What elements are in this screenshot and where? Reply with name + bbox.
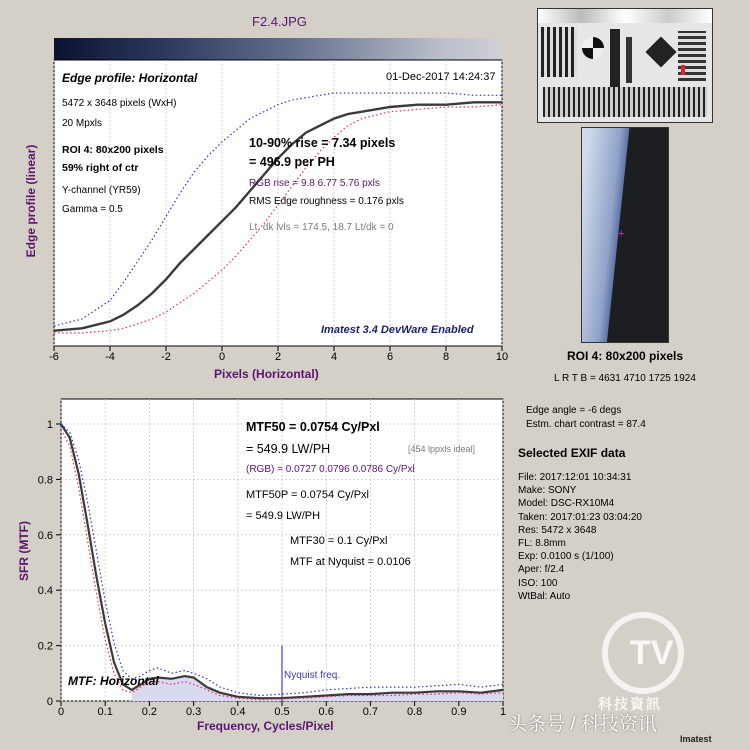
imatest-logo: Imatest bbox=[680, 734, 712, 744]
exif-line: WtBal: Auto bbox=[518, 590, 571, 602]
exif-line: Res: 5472 x 3648 bbox=[518, 524, 597, 536]
edge-x-ticks bbox=[49, 346, 508, 363]
exif-line: Make: SONY bbox=[518, 485, 577, 497]
imatest-banner: Imatest 3.4 DevWare Enabled bbox=[321, 324, 474, 336]
footer-watermark: 头条号 / 科技资讯 bbox=[508, 714, 657, 735]
exif-line: ISO: 100 bbox=[518, 577, 558, 589]
exif-line: Model: DSC-RX10M4 bbox=[518, 498, 615, 510]
edge-title: Edge profile: Horizontal bbox=[62, 71, 198, 85]
mtf-ylabel: SFR (MTF) bbox=[17, 521, 31, 581]
edge-date: 01-Dec-2017 14:24:37 bbox=[386, 71, 496, 83]
chart-thumbnail bbox=[537, 8, 713, 123]
exif-header: Selected EXIF data bbox=[518, 446, 626, 460]
edge-gamma: Gamma = 0.5 bbox=[62, 204, 123, 215]
exif-line: FL: 8.8mm bbox=[518, 538, 566, 550]
edge-x-tick-label: 8 bbox=[442, 351, 450, 363]
edge-rise-line1: 10-90% rise = 7.34 pixels bbox=[249, 136, 396, 150]
edge-xlabel: Pixels (Horizontal) bbox=[214, 367, 319, 381]
mtf50-line1: MTF50 = 0.0754 Cy/Pxl bbox=[246, 420, 380, 434]
mtf50p-line2: = 549.9 LW/PH bbox=[246, 510, 321, 522]
mtf-x-tick-label: 1 bbox=[499, 706, 507, 718]
exif-list bbox=[518, 471, 642, 603]
mtf-x-tick-label: 0.7 bbox=[362, 706, 379, 718]
mtf-x-tick-label: 0.1 bbox=[97, 706, 113, 718]
mtf-ideal: [454 lppxls ideal] bbox=[408, 444, 476, 454]
edge-x-tick-label: 10 bbox=[495, 351, 509, 363]
watermark-logo-text: 科技資訊 bbox=[598, 696, 662, 712]
mtf-x-tick-label: 0.5 bbox=[274, 706, 290, 718]
edge-x-tick-label: 4 bbox=[330, 351, 338, 363]
mtf-y-tick-label: 0.2 bbox=[37, 640, 53, 653]
mtf-x-tick-label: 0.4 bbox=[230, 706, 246, 718]
edge-x-tick-label: 0 bbox=[218, 351, 226, 363]
mtf-corner-label: MTF: Horizontal bbox=[68, 674, 159, 688]
edge-roi: ROI 4: 80x200 pixels bbox=[62, 144, 164, 156]
mtf-x-tick-label: 0.6 bbox=[318, 706, 334, 718]
file-title: F2.4.JPG bbox=[252, 14, 307, 29]
mtf-y-tick-label: 0.4 bbox=[37, 585, 53, 598]
exif-line: File: 2017:12:01 10:34:31 bbox=[518, 472, 632, 483]
edge-x-tick-label: -2 bbox=[161, 351, 171, 363]
mtf-y-tick-label: 1 bbox=[46, 419, 53, 431]
roi-caption: ROI 4: 80x200 pixels bbox=[567, 349, 684, 363]
mtf-x-tick-label: 0.3 bbox=[185, 706, 202, 718]
edge-x-tick-label: 2 bbox=[274, 351, 282, 363]
edge-levels: Lt, dk lvls = 174.5, 18.7 Lt/dk = 0 bbox=[249, 222, 394, 233]
mtf-nyquist-value: MTF at Nyquist = 0.0106 bbox=[290, 556, 411, 568]
edge-x-tick-label: -4 bbox=[105, 351, 115, 363]
roi-lrtb: L R T B = 4631 4710 1725 1924 bbox=[554, 373, 696, 384]
edge-roi-pos: 59% right of ctr bbox=[62, 162, 139, 174]
edge-x-tick-label: 6 bbox=[386, 351, 394, 363]
mtf50p-line1: MTF50P = 0.0754 Cy/Pxl bbox=[246, 489, 369, 501]
mtf50-line2: = 549.9 LW/PH bbox=[246, 442, 331, 456]
edge-mpxls: 20 Mpxls bbox=[62, 118, 103, 129]
mtf-x-tick-label: 0 bbox=[57, 706, 65, 718]
mtf-y-tick-label: 0 bbox=[46, 696, 53, 708]
nyquist-label: Nyquist freq. bbox=[284, 670, 341, 681]
edge-x-tick-label: -6 bbox=[49, 351, 59, 363]
mtf-xlabel: Frequency, Cycles/Pixel bbox=[197, 719, 334, 733]
mtf-x-tick-label: 0.9 bbox=[451, 706, 467, 718]
mtf-x-tick-label: 0.8 bbox=[406, 706, 423, 718]
roi-image: + bbox=[581, 127, 669, 343]
exif-line: Taken: 2017:01:23 03:04:20 bbox=[518, 511, 642, 523]
mtf-rgb: (RGB) = 0.0727 0.0796 0.0786 Cy/Pxl bbox=[246, 464, 415, 475]
edge-rgb-rise: RGB rise = 9.8 6.77 5.76 pxls bbox=[249, 178, 380, 189]
mtf-y-tick-label: 0.8 bbox=[37, 474, 53, 487]
edge-dims: 5472 x 3648 pixels (WxH) bbox=[62, 98, 177, 109]
mtf30: MTF30 = 0.1 Cy/Pxl bbox=[290, 535, 388, 547]
edge-rise-line2: = 496.9 per PH bbox=[249, 155, 335, 169]
watermark-logo-icon: TV bbox=[602, 612, 684, 694]
mtf-x-tick-label: 0.2 bbox=[141, 706, 158, 718]
edge-roughness: RMS Edge roughness = 0.176 pxls bbox=[249, 196, 404, 207]
exif-line: Aper: f/2.4 bbox=[518, 564, 565, 576]
edge-ylabel: Edge profile (linear) bbox=[24, 144, 38, 258]
edge-angle: Edge angle = -6 degs bbox=[526, 405, 622, 416]
exif-line: Exp: 0.0100 s (1/100) bbox=[518, 551, 614, 563]
chart-contrast: Estm. chart contrast = 87.4 bbox=[526, 419, 646, 430]
edge-channel: Y-channel (YR59) bbox=[62, 185, 141, 196]
mtf-y-tick-label: 0.6 bbox=[37, 529, 53, 542]
